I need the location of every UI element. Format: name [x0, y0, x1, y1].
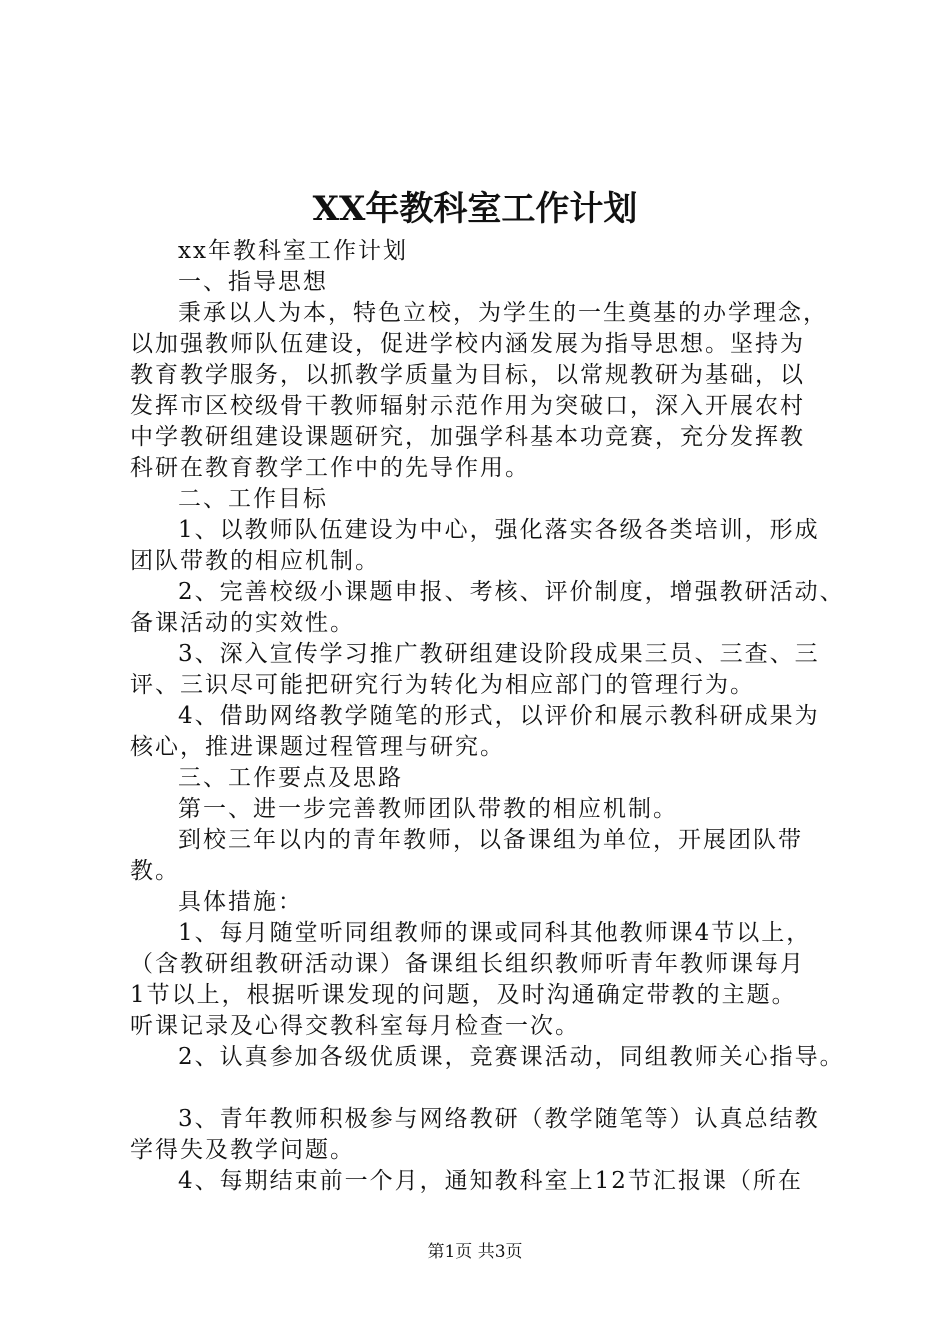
body-line: 教育教学服务，以抓教学质量为目标，以常规教研为基础，以 — [130, 362, 805, 388]
document-title: XX年教科室工作计划 — [312, 189, 638, 229]
body-line: xx年教科室工作计划 — [178, 238, 408, 264]
body-line: 科研在教育教学工作中的先导作用。 — [130, 455, 530, 481]
body-line: 团队带教的相应机制。 — [130, 548, 380, 574]
body-line: 2、完善校级小课题申报、考核、评价制度，增强教研活动、 — [178, 579, 845, 605]
body-line: 发挥市区校级骨干教师辐射示范作用为突破口，深入开展农村 — [130, 393, 805, 419]
body-line: 4、借助网络教学随笔的形式，以评价和展示教科研成果为 — [178, 703, 820, 729]
section-heading: 一、指导思想 — [178, 269, 328, 295]
body-line: 1、每月随堂听同组教师的课或同科其他教师课4节以上， — [178, 920, 812, 946]
page-footer: 第1页 共3页 — [427, 1242, 523, 1262]
body-line: 中学教研组建设课题研究，加强学科基本功竞赛，充分发挥教 — [130, 424, 805, 450]
body-line: 教。 — [130, 858, 180, 884]
body-line: 以加强教师队伍建设，促进学校内涵发展为指导思想。坚持为 — [130, 331, 805, 357]
section-heading: 二、工作目标 — [178, 486, 328, 512]
body-line: 4、每期结束前一个月，通知教科室上12节汇报课（所在 — [178, 1168, 803, 1194]
body-line: 1节以上，根据听课发现的问题，及时沟通确定带教的主题。 — [130, 982, 797, 1008]
body-line: 3、深入宣传学习推广教研组建设阶段成果三员、三查、三 — [178, 641, 820, 667]
body-line: 听课记录及心得交教科室每月检查一次。 — [130, 1013, 580, 1039]
body-line: 秉承以人为本，特色立校，为学生的一生奠基的办学理念， — [178, 300, 828, 326]
body-line: 第一、进一步完善教师团队带教的相应机制。 — [178, 796, 678, 822]
body-line: 2、认真参加各级优质课，竞赛课活动，同组教师关心指导。 — [178, 1044, 845, 1070]
body-line: （含教研组教研活动课）备课组长组织教师听青年教师课每月 — [130, 951, 805, 977]
body-line: 具体措施： — [178, 889, 303, 915]
body-line: 学得失及教学问题。 — [130, 1137, 355, 1163]
section-heading: 三、工作要点及思路 — [178, 765, 403, 791]
body-line: 备课活动的实效性。 — [130, 610, 355, 636]
body-line: 评、三识尽可能把研究行为转化为相应部门的管理行为。 — [130, 672, 755, 698]
body-line: 1、以教师队伍建设为中心，强化落实各级各类培训，形成 — [178, 517, 820, 543]
body-line: 核心，推进课题过程管理与研究。 — [130, 734, 505, 760]
body-line: 到校三年以内的青年教师，以备课组为单位，开展团队带 — [178, 827, 803, 853]
body-line: 3、青年教师积极参与网络教研（教学随笔等）认真总结教 — [178, 1106, 820, 1132]
